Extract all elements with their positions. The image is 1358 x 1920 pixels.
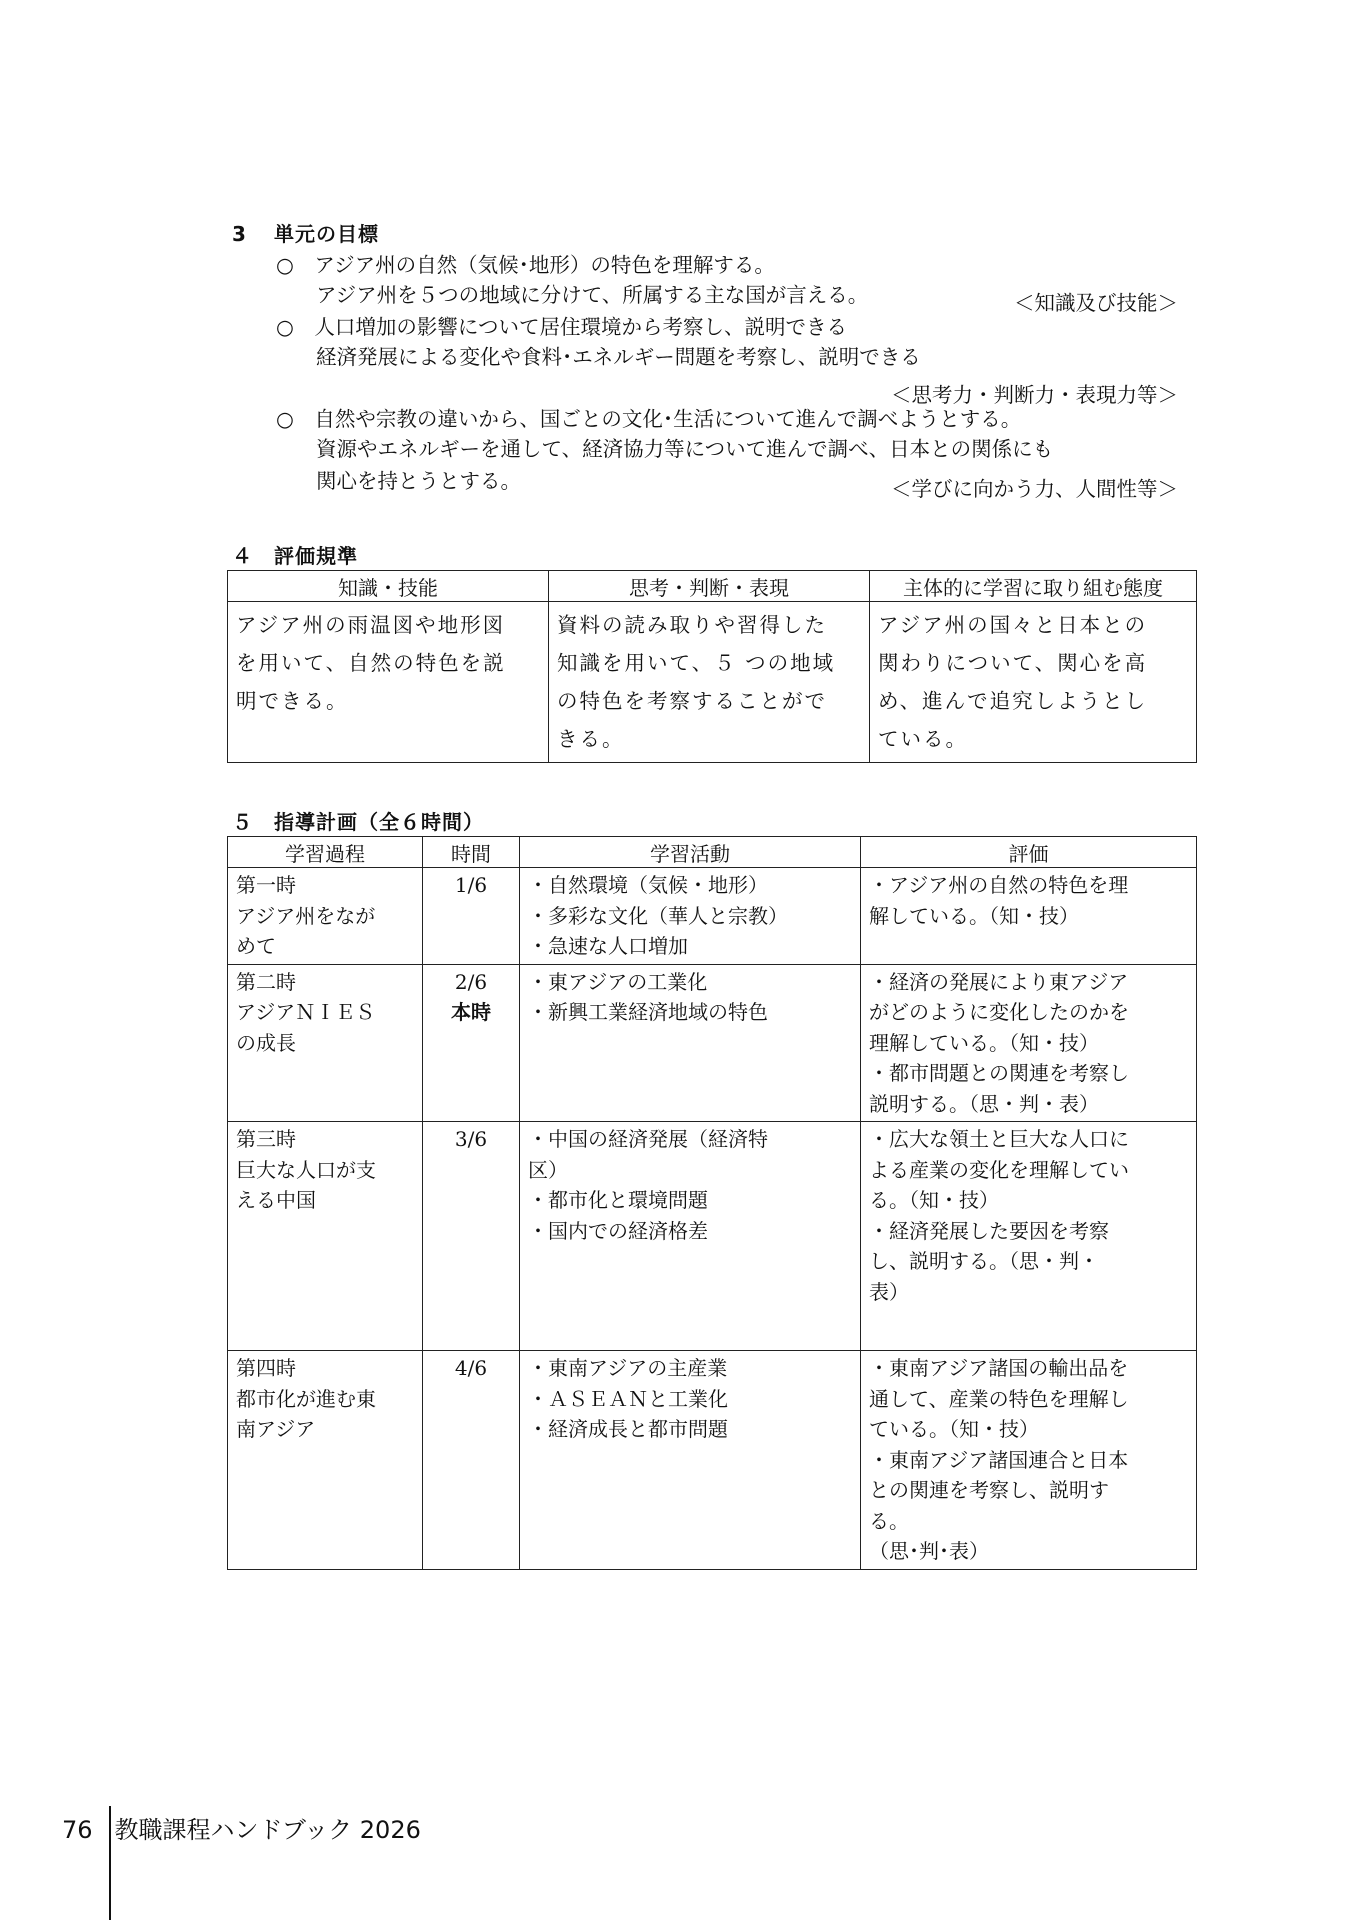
activity-text: ・国内での経済格差: [528, 1218, 708, 1243]
process-text: 第一時: [236, 873, 296, 897]
criteria-text: 関わりについて、関心を高: [878, 651, 1148, 675]
evaluation-text: ・東南アジア諸国の輸出品を: [869, 1356, 1129, 1380]
criteria-text: め、進んで追究しようとし: [878, 689, 1148, 713]
process-text: 巨大な人口が支: [236, 1157, 376, 1182]
evaluation-text: （思･判･表）: [869, 1539, 989, 1563]
evaluation-text: し、説明する。（思・判・: [869, 1249, 1099, 1273]
activity-text: ・多彩な文化（華人と宗教）: [528, 903, 788, 928]
goal-line-5: ○ 自然や宗教の違いから、国ごとの文化･生活について進んで調べようとする。: [276, 407, 1022, 431]
process-text: アジアＮＩＥＳ: [236, 1000, 376, 1024]
activity-text: ・急速な人口増加: [528, 934, 688, 958]
plan-cell-evaluation: [861, 1122, 1197, 1351]
time-text: 2/6: [454, 969, 488, 994]
section-3-heading: [232, 218, 379, 247]
criteria-text: 資料の読み取りや習得した: [557, 613, 827, 637]
page-number: 76: [62, 1816, 93, 1844]
process-text: える中国: [236, 1188, 316, 1212]
criteria-text: ている。: [878, 727, 968, 751]
plan-cell-time: [423, 964, 520, 1122]
section-4-heading: [232, 540, 358, 569]
process-text: めて: [236, 934, 276, 958]
evaluation-text: ・経済発展した要因を考察: [869, 1218, 1109, 1243]
plan-table: [227, 836, 1197, 1570]
evaluation-text: る。: [869, 1508, 909, 1533]
evaluation-text: 理解している。（知・技）: [869, 1030, 1099, 1055]
activity-text: ・自然環境（気候・地形）: [528, 873, 768, 897]
evaluation-text: る。（知・技）: [869, 1188, 999, 1212]
activity-text: ・中国の経済発展（経済特: [528, 1127, 768, 1151]
process-text: 第四時: [236, 1356, 296, 1380]
activity-text: ・東南アジアの主産業: [528, 1356, 728, 1380]
process-text: 都市化が進む東: [236, 1386, 376, 1411]
page-footer: [62, 1810, 421, 1845]
evaluation-text: 表）: [869, 1279, 909, 1304]
plan-cell-time: [423, 1351, 520, 1570]
plan-row-4: [228, 1351, 1197, 1570]
plan-header-activity: 学習活動: [520, 837, 861, 868]
evaluation-text: ・都市問題との関連を考察し: [869, 1061, 1129, 1085]
criteria-text: アジア州の雨温図や地形図: [236, 613, 506, 637]
goal-tag-knowledge: ＜知識及び技能＞: [1014, 291, 1178, 315]
plan-row-3: [228, 1122, 1197, 1351]
plan-cell-process: [228, 1122, 423, 1351]
activity-text: ・経済成長と都市問題: [528, 1417, 728, 1441]
plan-cell-time: [423, 1122, 520, 1351]
section-4-number: ４: [232, 544, 253, 568]
plan-cell-process: [228, 964, 423, 1122]
plan-header-evaluation: 評価: [861, 837, 1197, 868]
plan-cell-process: [228, 1351, 423, 1570]
goal-line-1: ○ アジア州の自然（気候･地形）の特色を理解する。: [276, 253, 775, 277]
time-text: 1/6: [454, 873, 488, 897]
section-5-title: 指導計画（全６時間）: [274, 810, 484, 834]
criteria-table: [227, 570, 1197, 763]
section-5-number: ５: [232, 810, 253, 834]
criteria-text: きる。: [557, 727, 625, 751]
criteria-cell-attitude: [870, 602, 1197, 763]
evaluation-text: ・経済の発展により東アジア: [869, 969, 1129, 994]
plan-header-row: [228, 837, 1197, 868]
evaluation-text: よる産業の変化を理解してい: [869, 1157, 1129, 1182]
plan-header-time: 時間: [423, 837, 520, 868]
footer-title: 教職課程ハンドブック 2026: [114, 1816, 421, 1844]
evaluation-text: がどのように変化したのかを: [869, 1000, 1129, 1024]
goal-line-6: 資源やエネルギーを通して、経済協力等について進んで調べ、日本との関係にも: [316, 437, 1054, 461]
criteria-header-attitude: 主体的に学習に取り組む態度: [870, 571, 1197, 602]
plan-cell-activity: [520, 868, 861, 965]
section-4-title: 評価規準: [274, 544, 358, 568]
criteria-text: 明できる。: [236, 689, 349, 713]
activity-text: ・東アジアの工業化: [528, 969, 708, 994]
activity-text: ・ＡＳＥＡＮと工業化: [528, 1386, 728, 1411]
section-3-title: 単元の目標: [274, 222, 379, 246]
goal-line-4: 経済発展による変化や食料･エネルギー問題を考察し、説明できる: [316, 345, 921, 369]
goal-line-3: ○ 人口増加の影響について居住環境から考察し、説明できる: [276, 315, 847, 339]
process-text: アジア州をなが: [236, 903, 376, 928]
section-5-heading: [232, 806, 484, 835]
plan-cell-evaluation: [861, 868, 1197, 965]
plan-cell-activity: [520, 964, 861, 1122]
criteria-text: を用いて、自然の特色を説: [236, 651, 506, 675]
plan-header-process: 学習過程: [228, 837, 423, 868]
criteria-text: 知識を用いて、５ つの地域: [557, 651, 836, 675]
activity-text: 区）: [528, 1157, 568, 1182]
evaluation-text: 解している。（知・技）: [869, 903, 1079, 928]
plan-cell-activity: [520, 1122, 861, 1351]
criteria-cell-knowledge: [228, 602, 549, 763]
goal-line-2: アジア州を５つの地域に分けて、所属する主な国が言える。: [316, 283, 869, 307]
criteria-text: アジア州の国々と日本との: [878, 613, 1148, 637]
criteria-header-thinking: 思考・判断・表現: [549, 571, 870, 602]
plan-row-2: [228, 964, 1197, 1122]
activity-text: ・新興工業経済地域の特色: [528, 1000, 768, 1024]
criteria-header-knowledge: 知識・技能: [228, 571, 549, 602]
current-lesson-label: 本時: [451, 1000, 491, 1024]
plan-cell-evaluation: [861, 964, 1197, 1122]
evaluation-text: ている。（知・技）: [869, 1417, 1039, 1441]
process-text: 第二時: [236, 969, 296, 994]
criteria-cell-thinking: [549, 602, 870, 763]
goal-tag-thinking: ＜思考力・判断力・表現力等＞: [891, 383, 1178, 407]
process-text: 第三時: [236, 1127, 296, 1151]
time-text: 4/6: [454, 1356, 488, 1380]
time-text: 3/6: [454, 1127, 488, 1151]
plan-cell-evaluation: [861, 1351, 1197, 1570]
criteria-row: [228, 602, 1197, 763]
plan-cell-time: [423, 868, 520, 965]
evaluation-text: 通して、産業の特色を理解し: [869, 1386, 1129, 1411]
goal-line-7: 関心を持とうとする。: [316, 469, 521, 493]
evaluation-text: との関連を考察し、説明す: [869, 1478, 1109, 1502]
process-text: の成長: [236, 1030, 296, 1055]
criteria-text: の特色を考察することがで: [557, 689, 827, 713]
activity-text: ・都市化と環境問題: [528, 1188, 708, 1212]
process-text: 南アジア: [236, 1417, 316, 1441]
evaluation-text: 説明する。（思・判・表）: [869, 1091, 1099, 1116]
criteria-header-row: [228, 571, 1197, 602]
evaluation-text: ・アジア州の自然の特色を理: [869, 873, 1129, 897]
evaluation-text: ・東南アジア諸国連合と日本: [869, 1447, 1129, 1472]
plan-cell-activity: [520, 1351, 861, 1570]
evaluation-text: ・広大な領土と巨大な人口に: [869, 1127, 1129, 1151]
section-3-number: 3: [232, 222, 247, 246]
goal-tag-attitude: ＜学びに向かう力、人間性等＞: [891, 477, 1178, 501]
plan-row-1: [228, 868, 1197, 965]
plan-cell-process: [228, 868, 423, 965]
